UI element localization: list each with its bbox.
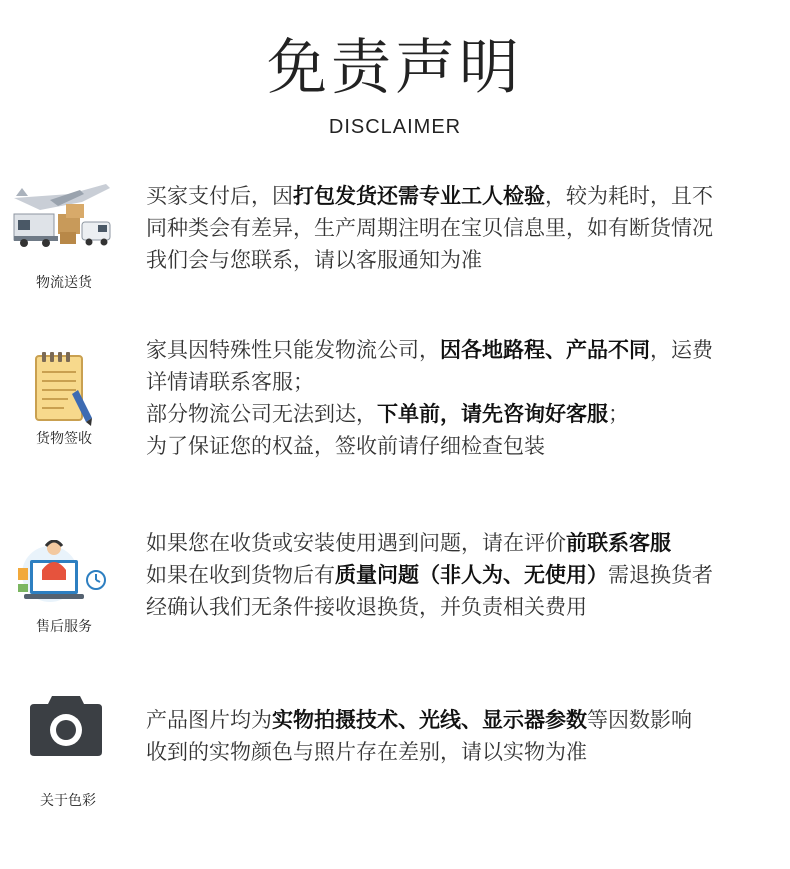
section-text-after-sales (146, 527, 776, 623)
text-line (146, 704, 776, 736)
body-text: 详情请联系客服； (146, 370, 314, 394)
body-text: ，运费 (650, 338, 713, 362)
text-line (146, 366, 776, 398)
text-line (146, 736, 776, 768)
section-text-logistics (146, 180, 776, 276)
text-line (146, 591, 776, 623)
section-label-after-sales: 售后服务 (36, 619, 92, 635)
text-line (146, 527, 776, 559)
emphasis-text: 前联系客服 (566, 531, 671, 555)
emphasis-text: 质量问题（非人为、无使用） (335, 563, 608, 587)
text-line (146, 180, 776, 212)
page-subtitle: DISCLAIMER (328, 116, 462, 138)
section-label-logistics: 物流送货 (36, 275, 92, 291)
section-text-color (146, 704, 776, 768)
text-line (146, 559, 776, 591)
text-line (146, 334, 776, 366)
body-text: 如果您在收货或安装使用遇到问题，请在评价 (146, 531, 566, 555)
body-text: 产品图片均为 (146, 708, 272, 732)
section-label-signing: 货物签收 (36, 431, 92, 447)
camera-icon (28, 692, 104, 760)
body-text: 如果在收到货物后有 (146, 563, 335, 587)
emphasis-text: 实物拍摄技术、光线、显示器参数 (272, 708, 587, 732)
section-text-signing (146, 334, 776, 462)
emphasis-text: 因各地路程、产品不同 (440, 338, 650, 362)
body-text: 等因数影响 (587, 708, 692, 732)
text-line (146, 244, 776, 276)
body-text: 需退换货者 (608, 563, 713, 587)
body-text: 部分物流公司无法到达， (146, 402, 377, 426)
notepad-pen-icon (28, 350, 98, 428)
page-title: 免责声明 (267, 33, 523, 103)
emphasis-text: 打包发货还需专业工人检验 (293, 184, 545, 208)
text-line (146, 398, 776, 430)
emphasis-text: 下单前，请先咨询好客服 (377, 402, 608, 426)
body-text: ，较为耗时，且不 (545, 184, 713, 208)
body-text: 买家支付后，因 (146, 184, 293, 208)
text-line (146, 212, 776, 244)
text-line (146, 430, 776, 462)
body-text: 收到的实物颜色与照片存在差别，请以实物为准 (146, 740, 587, 764)
body-text: 我们会与您联系，请以客服通知为准 (146, 248, 482, 272)
body-text: 同种类会有差异，生产周期注明在宝贝信息里，如有断货情况 (146, 216, 713, 240)
section-label-color: 关于色彩 (40, 793, 96, 809)
body-text: ； (608, 402, 629, 426)
body-text: 为了保证您的权益，签收前请仔细检查包装 (146, 434, 545, 458)
logistics-plane-truck-icon (10, 180, 110, 252)
body-text: 家具因特殊性只能发物流公司， (146, 338, 440, 362)
body-text: 经确认我们无条件接收退换货，并负责相关费用 (146, 595, 587, 619)
customer-service-laptop-icon (16, 540, 112, 614)
